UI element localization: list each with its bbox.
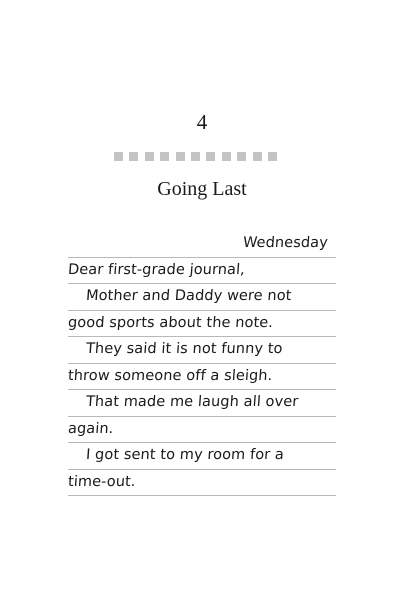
- divider-square: [206, 152, 215, 161]
- journal-line: [68, 470, 336, 497]
- journal-line: [68, 417, 336, 444]
- journal-line: [68, 258, 336, 285]
- journal-line: [68, 337, 336, 364]
- journal-line: [68, 284, 336, 311]
- divider-square: [176, 152, 185, 161]
- journal-text: Mother and Daddy were not: [85, 288, 293, 304]
- divider-square: [222, 152, 231, 161]
- divider-square: [129, 152, 138, 161]
- journal-text: again.: [67, 420, 114, 437]
- chapter-title: Going Last: [157, 178, 247, 200]
- divider-square: [253, 152, 262, 161]
- divider-square: [268, 152, 277, 161]
- journal-text: time-out.: [67, 473, 137, 490]
- journal-text: good sports about the note.: [67, 314, 274, 331]
- journal-greeting: Dear first-grade journal,: [67, 261, 246, 278]
- divider-square: [114, 152, 123, 161]
- journal-line: [68, 311, 336, 338]
- journal-text: I got sent to my room for a: [85, 447, 285, 463]
- journal-line: [68, 390, 336, 417]
- journal-date-line: [68, 231, 336, 258]
- divider-square: [160, 152, 169, 161]
- journal-line: [68, 443, 336, 470]
- divider-square: [191, 152, 200, 161]
- divider-square: [237, 152, 246, 161]
- divider-square: [145, 152, 154, 161]
- journal-text: That made me laugh all over: [85, 394, 299, 410]
- journal-text: They said it is not funny to: [85, 341, 284, 357]
- journal-line: [68, 364, 336, 391]
- chapter-divider: [114, 152, 277, 162]
- journal-date: Wednesday: [242, 235, 329, 251]
- journal-entry: [68, 231, 336, 496]
- journal-text: throw someone off a sleigh.: [67, 367, 273, 384]
- chapter-number: 4: [196, 110, 208, 134]
